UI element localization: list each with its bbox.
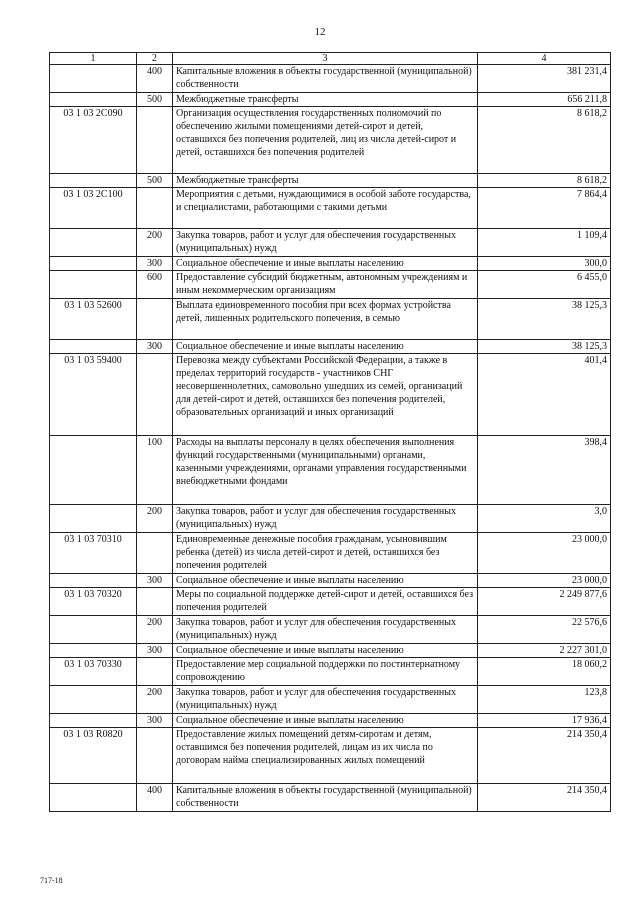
target-code-cell xyxy=(50,65,137,93)
target-code-cell: 03 1 03 70320 xyxy=(50,588,137,616)
table-row xyxy=(50,271,611,299)
table-row xyxy=(50,299,611,340)
expense-type-cell: 200 xyxy=(137,505,173,533)
amount-cell: 300,0 xyxy=(478,257,611,271)
document-code: 717-18 xyxy=(40,876,63,885)
description-cell: Социальное обеспечение и иные выплаты населению xyxy=(173,257,478,271)
expense-type-cell xyxy=(137,188,173,229)
description-cell: Закупка товаров, работ и услуг для обеспечения государственных (муниципальных) нужд xyxy=(173,616,478,644)
description-cell: Организация осуществления государственных полномочий по обеспечению жилыми помещениями детей-сирот и детей, оставшихся без попечения родителей, лиц из числа детей-сирот и детей, оставшихся без попечения родителей xyxy=(173,107,478,174)
expense-type-cell: 400 xyxy=(137,65,173,93)
description-cell: Закупка товаров, работ и услуг для обеспечения государственных (муниципальных) нужд xyxy=(173,229,478,257)
target-code-cell xyxy=(50,644,137,658)
target-code-cell xyxy=(50,257,137,271)
table-row xyxy=(50,784,611,812)
description-cell: Капитальные вложения в объекты государственной (муниципальной) собственности xyxy=(173,784,478,812)
amount-cell: 214 350,4 xyxy=(478,784,611,812)
column-header: 2 xyxy=(137,53,173,65)
expense-type-cell: 300 xyxy=(137,340,173,354)
description-cell: Социальное обеспечение и иные выплаты населению xyxy=(173,574,478,588)
expense-type-cell xyxy=(137,588,173,616)
amount-cell: 214 350,4 xyxy=(478,728,611,784)
description-cell: Межбюджетные трансферты xyxy=(173,174,478,188)
target-code-cell xyxy=(50,616,137,644)
amount-cell: 2 227 301,0 xyxy=(478,644,611,658)
expense-type-cell: 300 xyxy=(137,574,173,588)
description-cell: Капитальные вложения в объекты государственной (муниципальной) собственности xyxy=(173,65,478,93)
expense-type-cell xyxy=(137,354,173,436)
target-code-cell: 03 1 03 2С100 xyxy=(50,188,137,229)
target-code-cell xyxy=(50,229,137,257)
target-code-cell: 03 1 03 70330 xyxy=(50,658,137,686)
table-row xyxy=(50,93,611,107)
expense-type-cell: 500 xyxy=(137,93,173,107)
expense-type-cell: 300 xyxy=(137,644,173,658)
page-number: 12 xyxy=(314,26,326,38)
table-row xyxy=(50,714,611,728)
target-code-cell xyxy=(50,340,137,354)
table-row xyxy=(50,257,611,271)
amount-cell: 2 249 877,6 xyxy=(478,588,611,616)
description-cell: Социальное обеспечение и иные выплаты населению xyxy=(173,340,478,354)
target-code-cell: 03 1 03 52600 xyxy=(50,299,137,340)
table-body xyxy=(50,65,611,812)
target-code-cell xyxy=(50,686,137,714)
description-cell: Выплата единовременного пособия при всех формах устройства детей, лишенных родительского попечения, в семью xyxy=(173,299,478,340)
expense-type-cell xyxy=(137,107,173,174)
description-cell: Социальное обеспечение и иные выплаты населению xyxy=(173,644,478,658)
target-code-cell xyxy=(50,505,137,533)
table-row xyxy=(50,65,611,93)
column-header: 4 xyxy=(478,53,611,65)
amount-cell: 6 455,0 xyxy=(478,271,611,299)
table-header-row xyxy=(50,53,611,65)
description-cell: Мероприятия с детьми, нуждающимися в особой заботе государства, и специалистами, работающими с такими детьми xyxy=(173,188,478,229)
expense-type-cell: 200 xyxy=(137,229,173,257)
table-row xyxy=(50,574,611,588)
column-header: 3 xyxy=(173,53,478,65)
target-code-cell: 03 1 03 70310 xyxy=(50,533,137,574)
expense-type-cell: 600 xyxy=(137,271,173,299)
description-cell: Закупка товаров, работ и услуг для обеспечения государственных (муниципальных) нужд xyxy=(173,686,478,714)
description-cell: Предоставление мер социальной поддержки по постинтернатному сопровождению xyxy=(173,658,478,686)
table-row xyxy=(50,188,611,229)
expense-type-cell: 200 xyxy=(137,686,173,714)
expense-type-cell: 300 xyxy=(137,257,173,271)
expense-type-cell xyxy=(137,728,173,784)
amount-cell: 23 000,0 xyxy=(478,533,611,574)
description-cell: Перевозка между субъектами Российской Федерации, а также в пределах территорий государств - участников СНГ несовершеннолетних, самовольно ушедших из семей, организаций для детей-сирот и детей, оставшихся без попечения родителей, образовательных организаций и иных организаций xyxy=(173,354,478,436)
amount-cell: 8 618,2 xyxy=(478,174,611,188)
target-code-cell: 03 1 03 59400 xyxy=(50,354,137,436)
amount-cell: 8 618,2 xyxy=(478,107,611,174)
expense-type-cell xyxy=(137,299,173,340)
target-code-cell xyxy=(50,784,137,812)
amount-cell: 22 576,6 xyxy=(478,616,611,644)
target-code-cell: 03 1 03 R0820 xyxy=(50,728,137,784)
amount-cell: 38 125,3 xyxy=(478,299,611,340)
expense-type-cell: 200 xyxy=(137,616,173,644)
description-cell: Единовременные денежные пособия гражданам, усыновившим ребенка (детей) из числа детей-сирот и детей, оставшихся без попечения родителей xyxy=(173,533,478,574)
column-header: 1 xyxy=(50,53,137,65)
target-code-cell xyxy=(50,93,137,107)
target-code-cell xyxy=(50,574,137,588)
expense-type-cell: 500 xyxy=(137,174,173,188)
amount-cell: 3,0 xyxy=(478,505,611,533)
table-row xyxy=(50,505,611,533)
target-code-cell xyxy=(50,271,137,299)
amount-cell: 17 936,4 xyxy=(478,714,611,728)
target-code-cell xyxy=(50,714,137,728)
budget-table xyxy=(49,52,611,812)
table-row xyxy=(50,229,611,257)
target-code-cell xyxy=(50,436,137,505)
amount-cell: 38 125,3 xyxy=(478,340,611,354)
expense-type-cell xyxy=(137,533,173,574)
target-code-cell: 03 1 03 2С090 xyxy=(50,107,137,174)
table-row xyxy=(50,107,611,174)
amount-cell: 123,8 xyxy=(478,686,611,714)
amount-cell: 381 231,4 xyxy=(478,65,611,93)
expense-type-cell: 400 xyxy=(137,784,173,812)
table-row xyxy=(50,616,611,644)
description-cell: Межбюджетные трансферты xyxy=(173,93,478,107)
table-row xyxy=(50,436,611,505)
table-row xyxy=(50,658,611,686)
expense-type-cell: 300 xyxy=(137,714,173,728)
description-cell: Расходы на выплаты персоналу в целях обеспечения выполнения функций государственными (муниципальными) органами, казенными учреждениями, органами управления государственными внебюджетными фондами xyxy=(173,436,478,505)
table-row xyxy=(50,588,611,616)
table-row xyxy=(50,644,611,658)
description-cell: Предоставление жилых помещений детям-сиротам и детям, оставшимся без попечения родителей, лицам из их числа по договорам найма специализированных жилых помещений xyxy=(173,728,478,784)
amount-cell: 398,4 xyxy=(478,436,611,505)
description-cell: Социальное обеспечение и иные выплаты населению xyxy=(173,714,478,728)
amount-cell: 656 211,8 xyxy=(478,93,611,107)
table-row xyxy=(50,686,611,714)
target-code-cell xyxy=(50,174,137,188)
description-cell: Меры по социальной поддержке детей-сирот и детей, оставшихся без попечения родителей xyxy=(173,588,478,616)
table-row xyxy=(50,728,611,784)
amount-cell: 401,4 xyxy=(478,354,611,436)
expense-type-cell xyxy=(137,658,173,686)
table-row xyxy=(50,533,611,574)
description-cell: Закупка товаров, работ и услуг для обеспечения государственных (муниципальных) нужд xyxy=(173,505,478,533)
table-row xyxy=(50,174,611,188)
amount-cell: 23 000,0 xyxy=(478,574,611,588)
amount-cell: 7 864,4 xyxy=(478,188,611,229)
description-cell: Предоставление субсидий бюджетным, автономным учреждениям и иным некоммерческим организациям xyxy=(173,271,478,299)
table-row xyxy=(50,354,611,436)
expense-type-cell: 100 xyxy=(137,436,173,505)
amount-cell: 18 060,2 xyxy=(478,658,611,686)
amount-cell: 1 109,4 xyxy=(478,229,611,257)
table-row xyxy=(50,340,611,354)
